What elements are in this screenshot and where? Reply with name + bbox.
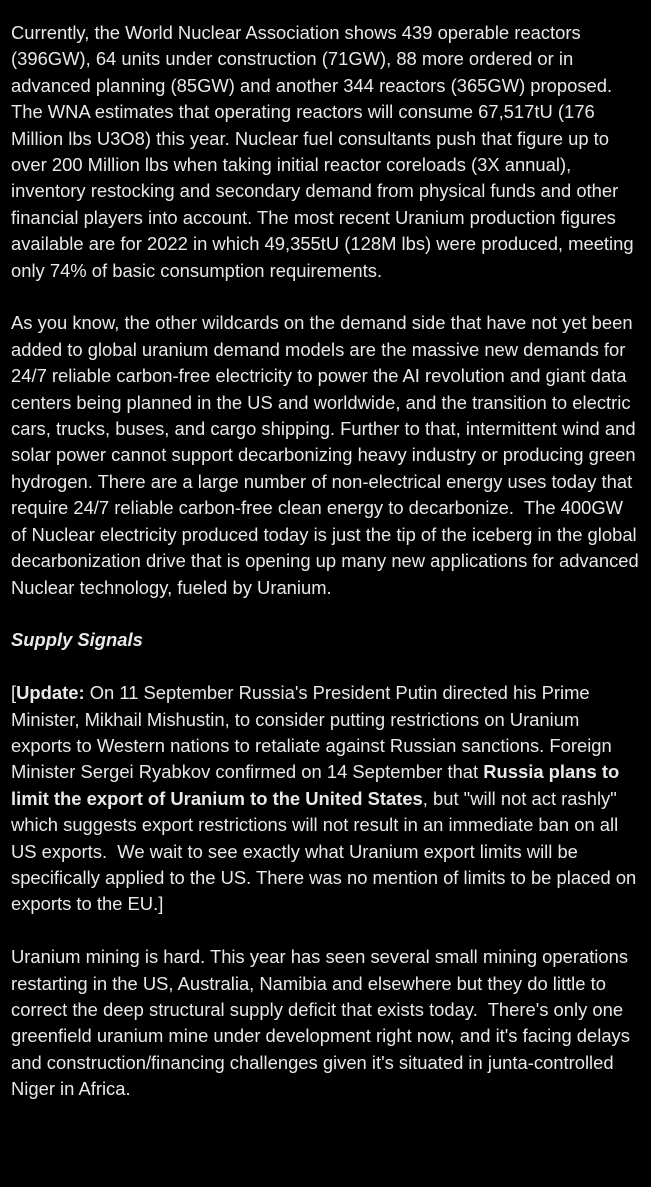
paragraph-mining-supply: Uranium mining is hard. This year has seen several small mining operations restarting in the US, Australia, Namibia and elsewhere but they do little to correct the deep structural supply deficit that exists today. There's only one greenfield uranium mine under development right now, and it's facing delays and construction/financing challenges given it's situated in junta-controlled Niger in Africa.	[11, 946, 636, 1100]
update-label: Update:	[16, 682, 85, 704]
bracket-open: [	[11, 682, 17, 704]
update-text-part-2: , but "will not act rashly" which suggests export restrictions will not result in an immediate ban on all US exports. We wait to see exactly what Uranium export limits will be specifically applied to the US. There was no mention of limits to be placed on exports to the EU.]	[11, 787, 642, 915]
paragraph-russia-update	[11, 680, 642, 918]
paragraph-demand-wildcards: As you know, the other wildcards on the demand side that have not yet been added to global uranium demand models are the massive new demands for 24/7 reliable carbon-free electricity to power the AI revolution and giant data centers being planned in the US and worldwide, and the transition to electric cars, trucks, buses, and cargo shipping. Further to that, intermittent wind and solar power cannot support decarbonizing heavy industry or producing green hydrogen. There are a large number of non-electrical energy uses today that require 24/7 reliable carbon-free clean energy to decarbonize. The 400GW of Nuclear electricity produced today is just the tip of the iceberg in the global decarbonization drive that is opening up many new applications for advanced Nuclear technology, fueled by Uranium.	[11, 312, 644, 598]
section-heading-supply-signals: Supply Signals	[11, 629, 143, 651]
update-bold-statement: Russia plans to limit the export of Uranium to the United States	[11, 761, 625, 809]
paragraph-reactor-stats: Currently, the World Nuclear Association shows 439 operable reactors (396GW), 64 units under construction (71GW), 88 more ordered or in advanced planning (85GW) and another 344 reactors (365GW) proposed. The WNA estimates that operating reactors will consume 67,517tU (176 Million lbs U3O8) this year. Nuclear fuel consultants push that figure up to over 200 Million lbs when taking initial reactor coreloads (3X annual), inventory restocking and secondary demand from physical funds and other financial players into account. The most recent Uranium production figures available are for 2022 in which 49,355tU (128M lbs) were produced, meeting only 74% of basic consumption requirements.	[11, 22, 639, 281]
update-text-part-1: On 11 September Russia's President Putin directed his Prime Minister, Mikhail Mishustin, to consider putting restrictions on Uranium exports to Western nations to retaliate against Russian sanctions. Foreign Minister Sergei Ryabkov confirmed on 14 September that	[11, 682, 617, 783]
